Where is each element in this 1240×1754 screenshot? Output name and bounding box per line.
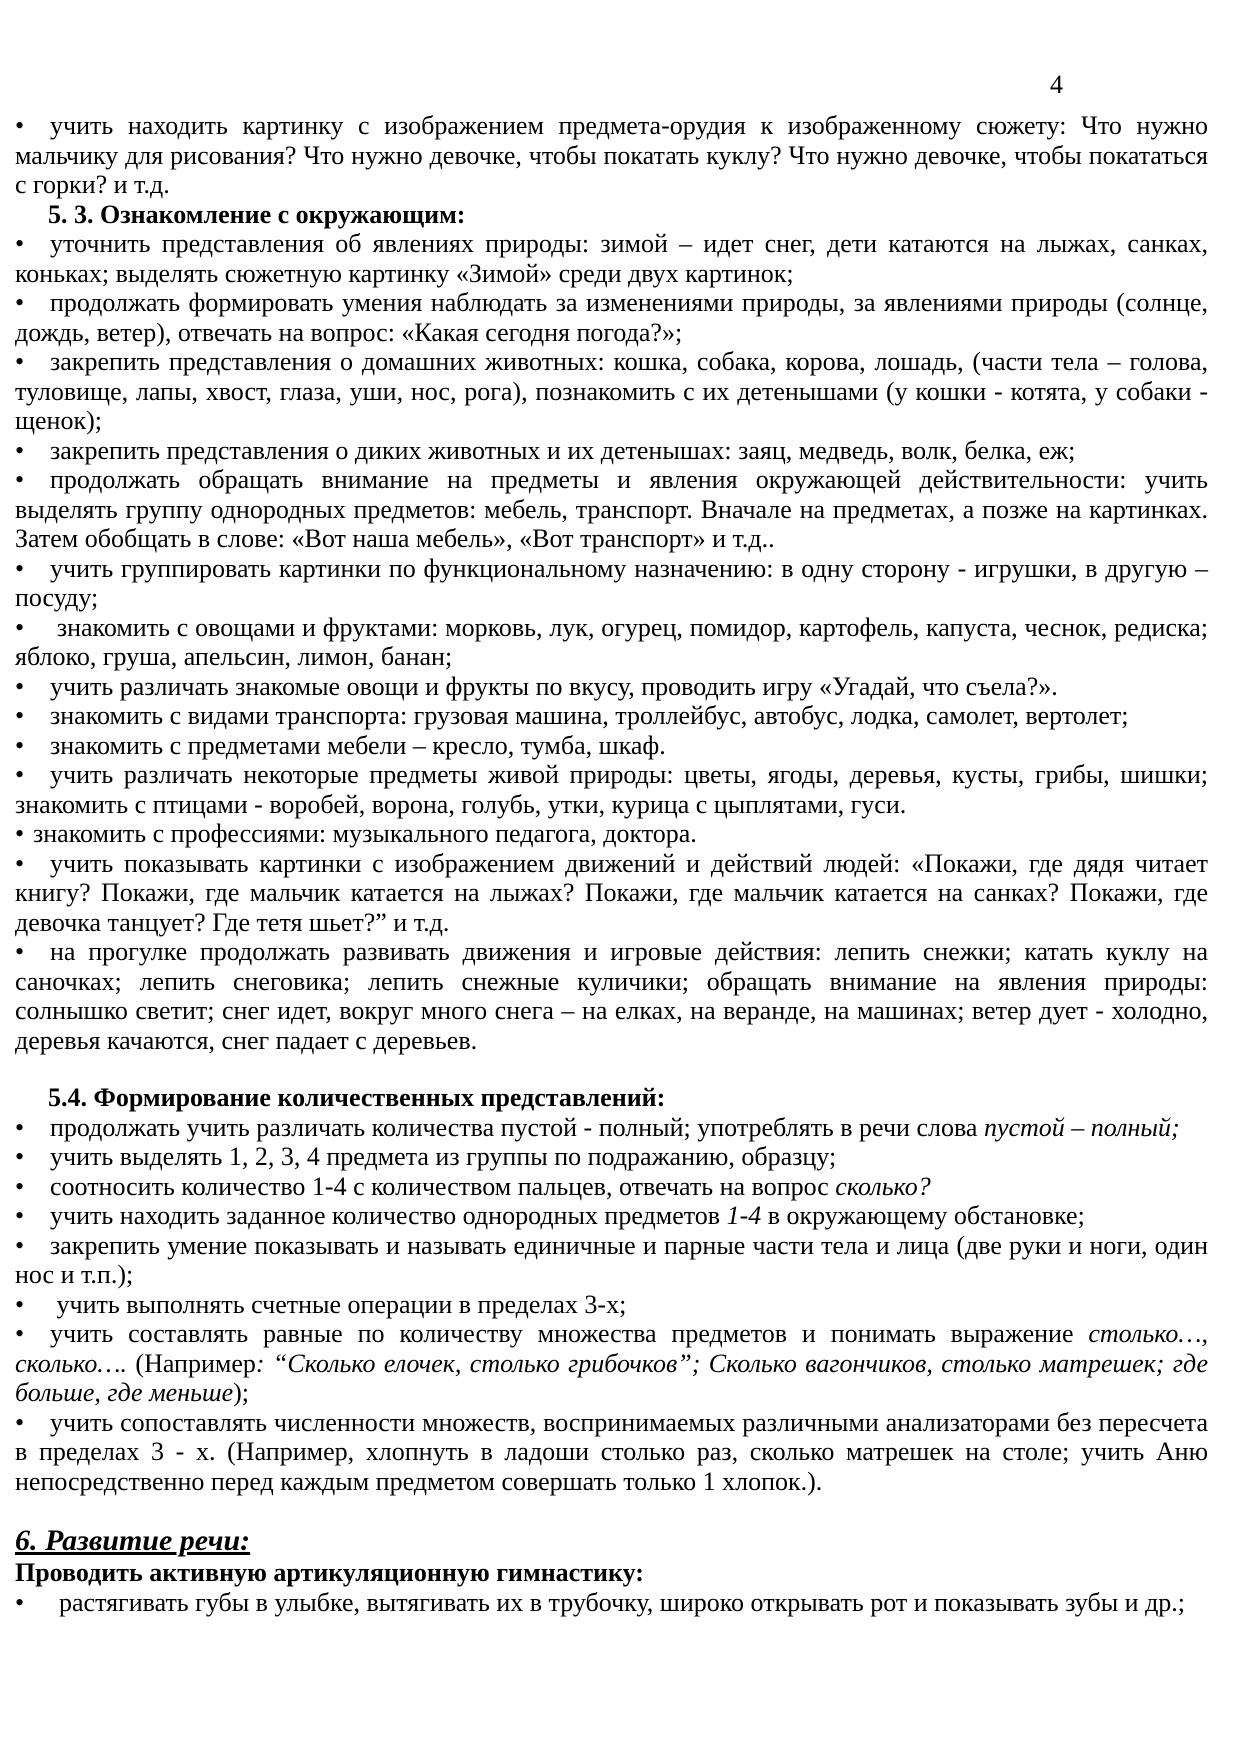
bullet-item — [15, 760, 1208, 819]
bullet-item — [15, 672, 1208, 702]
paragraph-bold — [15, 1558, 1208, 1588]
bullet-tab — [31, 487, 50, 488]
bullet-tab — [31, 458, 50, 459]
bullet-marker: • — [15, 848, 25, 878]
text-run: Проводить активную артикуляционную гимнастику: — [15, 1558, 644, 1587]
text-run: учить различать некоторые предметы живой природы: цветы, ягоды, деревья, кусты, грибы, шишки; знакомить с птицами - воробей, ворона, голубь, утки, курица с цыплятами, гуси. — [15, 760, 1208, 819]
bullet-marker: • — [15, 612, 25, 642]
text-run: продолжать обращать внимание на предметы и явления окружающей действительности: учить выделять группу однородных предметов: мебель, транспорт. Вначале на предметах, а позже на картинках. Затем обобщать в слове: «Вот наша мебель», «Вот транспорт» и т.д.. — [15, 465, 1208, 553]
text-run: учить группировать картинки по функциональному назначению: в одну сторону - игрушки, в другую – посуду; — [15, 553, 1208, 612]
bullet-marker: • — [15, 553, 25, 583]
bullet-tab — [31, 1164, 50, 1165]
bullet-item — [15, 1113, 1208, 1143]
bullet-item — [15, 1408, 1208, 1497]
bullet-marker: • — [15, 288, 25, 317]
text-run: продолжать формировать умения наблюдать за изменениями природы, за явлениями природы (солнце, дождь, ветер), отвечать на вопрос: «Какая сегодня погода?»; — [15, 288, 1208, 347]
bullet-tab — [31, 310, 50, 311]
bullet-marker: • — [15, 1587, 25, 1617]
text-run: 5.4. Формирование количественных представлений: — [48, 1083, 666, 1112]
text-run: знакомить с овощами и фруктами: морковь, лук, огурец, помидор, картофель, капуста, чеснок, редиска; яблоко, груша, апельсин, лимон, банан; — [15, 612, 1208, 671]
text-run: закрепить умение показывать и называть единичные и парные части тела и лица (две руки и ноги, один нос и т.п.); — [15, 1230, 1208, 1289]
text-run: учить выполнять счетные операции в пределах 3-х; — [50, 1289, 627, 1319]
bullet-marker: • — [15, 730, 25, 760]
text-run-italic: сколько? — [835, 1171, 931, 1201]
bullet-marker: • — [15, 701, 25, 730]
bullet-item — [15, 1142, 1208, 1172]
text-run-italic: : “Сколько елочек, столько грибочков”; Сколько вагончиков, столько матрешек; где больше, где меньше — [15, 1348, 1208, 1407]
text-run-italic: пустой – полный; — [983, 1112, 1180, 1142]
bullet-tab — [31, 723, 50, 724]
bullet-item — [15, 701, 1208, 731]
text-run: учить различать знакомые овощи и фрукты по вкусу, проводить игру «Угадай, что съела?». — [50, 671, 1058, 701]
bullet-marker: • — [15, 819, 25, 848]
bullet-tab — [31, 1253, 50, 1254]
text-run: ); — [233, 1378, 249, 1407]
bullet-item — [15, 465, 1208, 554]
bullet-tab — [31, 1135, 50, 1136]
bullet-marker: • — [15, 1201, 25, 1230]
bullet-tab — [31, 1430, 50, 1431]
section-heading — [15, 1083, 1208, 1113]
bullet-tab — [31, 1610, 59, 1611]
text-run: растягивать губы в улыбке, вытягивать их в трубочку, широко открывать рот и показывать зубы и др.; — [59, 1587, 1186, 1617]
text-run: учить сопоставлять численности множеств, воспринимаемых различными анализаторами без пересчета в пределах 3 - х. (Например, хлопнуть в ладоши столько раз, сколько матрешек на столе; учить Аню непосредственно перед каждым предметом совершать только 1 хлопок.). — [15, 1407, 1208, 1496]
bullet-item — [15, 1588, 1208, 1618]
bullet-tab — [31, 369, 50, 370]
bullet-tab — [31, 1312, 50, 1313]
page-number: 4 — [1050, 70, 1063, 99]
bullet-item — [15, 288, 1208, 347]
bullet-tab — [31, 753, 50, 754]
bullet-item — [15, 229, 1208, 288]
bullet-item — [15, 1319, 1208, 1408]
text-run: соотносить количество 1-4 с количеством пальцев, отвечать на вопрос — [50, 1171, 836, 1201]
text-run-italic: 1-4 — [726, 1201, 762, 1230]
bullet-tab — [31, 694, 50, 695]
text-run: (Например — [127, 1348, 256, 1378]
text-run: учить составлять равные по количеству множества предметов и понимать выражение — [50, 1319, 1089, 1348]
text-run: на прогулке продолжать развивать движения и игровые действия: лепить снежки; катать куклу на саночках; лепить снеговика; лепить снежные куличики; обращать внимание на явления природы: солнышко светит; снег идет, вокруг много снега – на елках, на веранде, на машинах; ветер дует - холодно, деревья качаются, снег падает с деревьев. — [15, 937, 1208, 1055]
bullet-marker: • — [15, 671, 25, 701]
bullet-marker: • — [15, 1171, 25, 1201]
bullet-tab — [31, 871, 50, 872]
bullet-tab — [31, 635, 50, 636]
text-run: учить выделять 1, 2, 3, 4 предмета из группы по подражанию, образцу; — [50, 1142, 837, 1171]
bullet-item — [15, 436, 1208, 466]
bullet-marker: • — [15, 760, 25, 789]
bullet-marker: • — [15, 937, 25, 966]
bullet-item — [15, 111, 1208, 200]
document-body — [15, 111, 1208, 1617]
bullet-marker: • — [15, 1230, 25, 1260]
text-run: 5. 3. Ознакомление с окружающим: — [48, 199, 466, 229]
bullet-marker: • — [15, 1289, 25, 1319]
bullet-marker: • — [15, 465, 25, 494]
bullet-item — [15, 1290, 1208, 1320]
bullet-tab — [31, 1194, 50, 1195]
bullet-marker: • — [15, 229, 25, 258]
text-run: учить находить картинку с изображением предмета-орудия к изображенному сюжету: Что нужно мальчику для рисования? Что нужно девочке, чтобы покатать куклу? Что нужно девочке, чтобы покататься с горки? и т.д. — [15, 111, 1208, 199]
bullet-marker: • — [15, 1142, 25, 1171]
bullet-item — [15, 937, 1208, 1055]
bullet-tab — [31, 1223, 50, 1224]
bullet-item — [15, 849, 1208, 938]
bullet-marker: • — [15, 1407, 25, 1437]
bullet-tab — [31, 1341, 50, 1342]
bullet-tab — [31, 576, 50, 577]
main-heading — [15, 1524, 1208, 1558]
section-heading — [15, 200, 1208, 230]
bullet-marker: • — [15, 111, 25, 140]
bullet-marker: • — [15, 1319, 25, 1348]
bullet-item — [15, 1231, 1208, 1290]
text-run: закрепить представления о домашних животных: кошка, собака, корова, лошадь, (части тела – голова, туловище, лапы, хвост, глаза, уши, нос, рога), познакомить с их детенышами (у кошки - котята, у собаки - щенок); — [15, 347, 1208, 435]
bullet-tab — [31, 251, 50, 252]
bullet-item — [15, 731, 1208, 761]
bullet-item — [15, 554, 1208, 613]
text-run: 6. Развитие речи: — [15, 1524, 251, 1557]
bullet-tab — [31, 782, 50, 783]
text-run: учить показывать картинки с изображением движений и действий людей: «Покажи, где дядя читает книгу? Покажи, где мальчик катается на лыжах? Покажи, где мальчик катается на санках? Покажи, где девочка танцует? Где тетя шьет?” и т.д. — [15, 848, 1208, 937]
bullet-item — [15, 1201, 1208, 1231]
bullet-tab — [31, 959, 50, 960]
bullet-tab — [31, 133, 50, 134]
text-run-italic: столько…, сколько…. — [15, 1319, 1208, 1378]
text-run: уточнить представления об явлениях природы: зимой – идет снег, дети катаются на лыжах, санках, коньках; выделять сюжетную картинку «Зимой» среди двух картинок; — [15, 229, 1208, 288]
bullet-item — [15, 347, 1208, 436]
bullet-marker: • — [15, 1112, 25, 1142]
text-run: продолжать учить различать количества пустой - полный; употреблять в речи слова — [50, 1112, 984, 1142]
text-run: учить находить заданное количество однородных предметов — [50, 1201, 727, 1230]
bullet-marker: • — [15, 435, 25, 465]
text-run: закрепить представления о диких животных и их детенышах: заяц, медведь, волк, белка, еж; — [50, 435, 1076, 465]
bullet-item — [15, 819, 1208, 849]
bullet-item — [15, 1172, 1208, 1202]
text-run: знакомить с профессиями: музыкального педагога, доктора. — [33, 819, 697, 848]
bullet-marker: • — [15, 347, 25, 376]
text-run: знакомить с предметами мебели – кресло, тумба, шкаф. — [50, 730, 666, 760]
text-run: знакомить с видами транспорта: грузовая машина, троллейбус, автобус, лодка, самолет, вертолет; — [50, 701, 1129, 730]
bullet-item — [15, 613, 1208, 672]
text-run: в окружающему обстановке; — [761, 1201, 1085, 1230]
